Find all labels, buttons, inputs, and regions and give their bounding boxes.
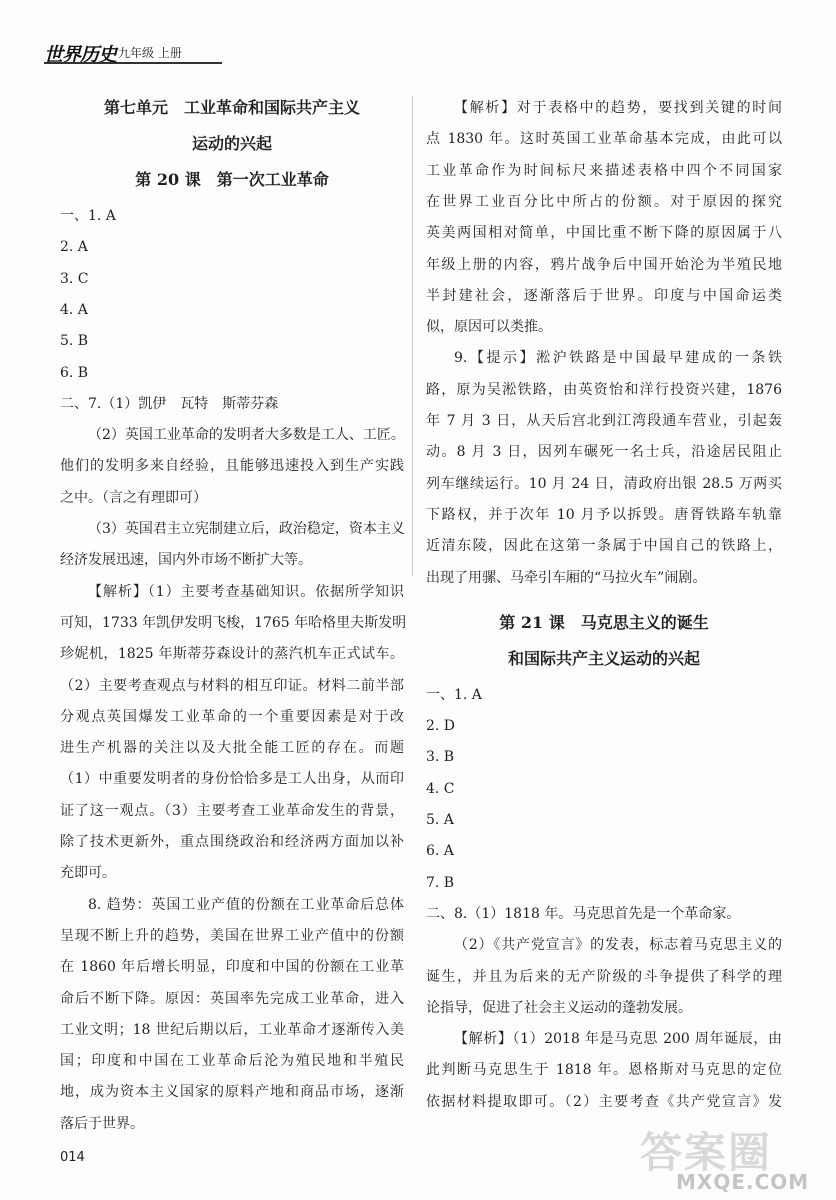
right-column-line: 近清东陵，因此在这第一条属于中国自己的铁路上， [426,538,782,555]
right-column-line: 下路权，并于次年 10 月予以拆毁。唐胥铁路车轨靠 [426,506,782,523]
left-column-line: 2. A [60,239,88,256]
right-column-line: 年 7 月 3 日，从天后宫北到江湾段通车营业，引起轰 [426,413,782,429]
left-column-line: （1）中重要发明者的身份恰恰多是工人出身，从而印 [60,771,404,788]
left-column-line: 工业文明；18 世纪后期以后，工业革命才逐渐传入美 [60,1021,404,1038]
watermark-logo [640,1120,816,1194]
right-column-line: 第 21 课 马克思主义的诞生 [499,612,709,632]
right-column-line: 2. D [426,718,456,735]
page-number: 014 [60,1150,85,1165]
left-column-line: 第 20 课 第一次工业革命 [135,170,329,189]
right-column [426,90,782,1130]
watermark-top: 答案圈 [640,1128,773,1177]
left-column-line: （2）主要考查观点与材料的相互印证。材料二前半部 [60,677,404,694]
left-column-line: 6. B [60,364,89,381]
right-column-line: 5. A [426,812,454,828]
left-column-line: 8. 趋势：英国工业产值的份额在工业革命后总体 [88,896,404,913]
left-column-line: 第七单元 工业革命和国际共产主义 [103,98,360,117]
book-title: 世界历史 [44,44,117,66]
right-column-line: 【解析】对于表格中的趋势，要找到关键的时间 [454,100,782,116]
left-column-line: 二、7.（1）凯伊 瓦特 斯蒂芬森 [60,395,279,412]
left-column-line: 珍妮机，1825 年斯蒂芬森设计的蒸汽机车正式试车。 [60,646,404,663]
left-column-line: 4. A [60,301,88,318]
book-header [44,40,224,66]
left-column-line: 国；印度和中国在工业革命后沦为殖民地和半殖民 [60,1053,404,1070]
right-column-line: 工业革命作为时间标尺来描述表格中四个不同国家 [426,162,782,179]
right-column-line: （2）《共产党宣言》的发表，标志着马克思主义的 [454,937,782,954]
right-column-line: 动。8 月 3 日，因列车碾死一名士兵，沿途居民阻止 [426,444,782,461]
left-column-line: 呈现不断上升的趋势，美国在世界工业产值中的份额 [60,927,404,944]
right-column-line: 在世界工业百分比中所占的份额。对于原因的探究 [426,193,782,210]
right-column-line: 【解析】（1）2018 年是马克思 200 周年诞辰，由 [454,1031,782,1048]
watermark-bottom: MXQE.COM [676,1170,810,1194]
right-column-line: 出现了用骡、马牵引车厢的“马拉火车”闹剧。 [426,569,707,586]
left-column-line: 3. C [60,270,89,287]
right-column-line: 列车继续运行。10 月 24 日，清政府出银 28.5 万两买 [426,475,782,492]
left-column-line: 之中。（言之有理即可） [60,489,207,506]
left-column-line: （2）英国工业革命的发明者大多数是工人、工匠。 [88,427,405,444]
right-column-line: 6. A [426,843,454,860]
left-column-line: 地，成为资本主义国家的原料产地和商品市场，逐渐 [60,1084,404,1101]
left-column-line: 经济发展迅速，国内外市场不断扩大等。 [60,552,312,569]
grade-label: 九年级 上册 [118,46,182,60]
left-column-line: 5. B [60,333,89,350]
left-column-line: 除了技术更新外，重点围绕政治和经济两方面加以补 [60,834,404,850]
left-column-line: 他们的发明多来自经验，且能够迅速投入到生产实践 [60,458,404,475]
right-column-line: 年级上册的内容，鸦片战争后中国开始沦为半殖民地 [426,256,782,273]
header-rule [44,62,222,64]
left-column-line: 可知，1733 年凯伊发明飞梭，1765 年哈格里夫斯发明 [60,614,407,631]
right-column-line: 点 1830 年。这时英国工业革命基本完成，由此可以 [426,131,782,148]
left-column-line: 【解析】（1）主要考查基础知识。依据所学知识 [88,583,404,600]
right-column-line: 7. B [426,874,455,891]
right-column-line: 依据材料提取即可。（2）主要考查《共产党宣言》发 [426,1093,782,1110]
left-column-line: 分观点英国爆发工业革命的一个重要因素是对于改 [60,708,404,725]
left-column-line: 在 1860 年后增长明显，印度和中国的份额在工业革 [60,959,404,976]
right-column-line: 和国际共产主义运动的兴起 [507,648,700,668]
right-column-line: 论指导，促进了社会主义运动的蓬勃发展。 [426,999,692,1016]
left-column-line: 一、1. A [60,208,116,224]
right-column-line: 路，原为吴淞铁路，由英资怡和洋行投资兴建，1876 [426,381,782,398]
right-column-line: 英美两国相对简单，中国比重不断下降的原因属于八 [426,225,782,242]
right-column-line: 3. B [426,749,455,766]
right-column-line: 此判断马克思生于 1818 年。恩格斯对马克思的定位 [426,1062,782,1079]
left-column-line: 命后不断下降。原因：英国率先完成工业革命，进入 [60,990,404,1007]
left-column-line: （3）英国君主立宪制建立后，政治稳定，资本主义 [88,521,405,537]
right-column-line: 4. C [426,780,455,797]
left-column-line: 落后于世界。 [60,1115,144,1132]
right-column-line: 半封建社会，逐渐落后于世界。印度与中国命运类 [426,287,782,304]
left-column-line: 充即可。 [60,865,116,882]
left-column-line: 运动的兴起 [191,134,272,153]
column-divider [412,96,413,576]
right-column-line: 二、8.（1）1818 年。马克思首先是一个革命家。 [426,905,741,922]
right-column-line: 诞生，并且为后来的无产阶级的斗争提供了科学的理 [426,968,782,985]
right-column-line: 似，原因可以类推。 [426,319,552,336]
left-column-line: 进生产机器的关注以及大批全能工匠的存在。而题 [60,740,404,757]
left-column [60,90,407,1132]
left-column-line: 证了这一观点。（3）主要考查工业革命发生的背景， [60,802,404,819]
right-column-line: 9.【提示】淞沪铁路是中国最早建成的一条铁 [454,350,782,367]
right-column-line: 一、1. A [426,686,482,703]
